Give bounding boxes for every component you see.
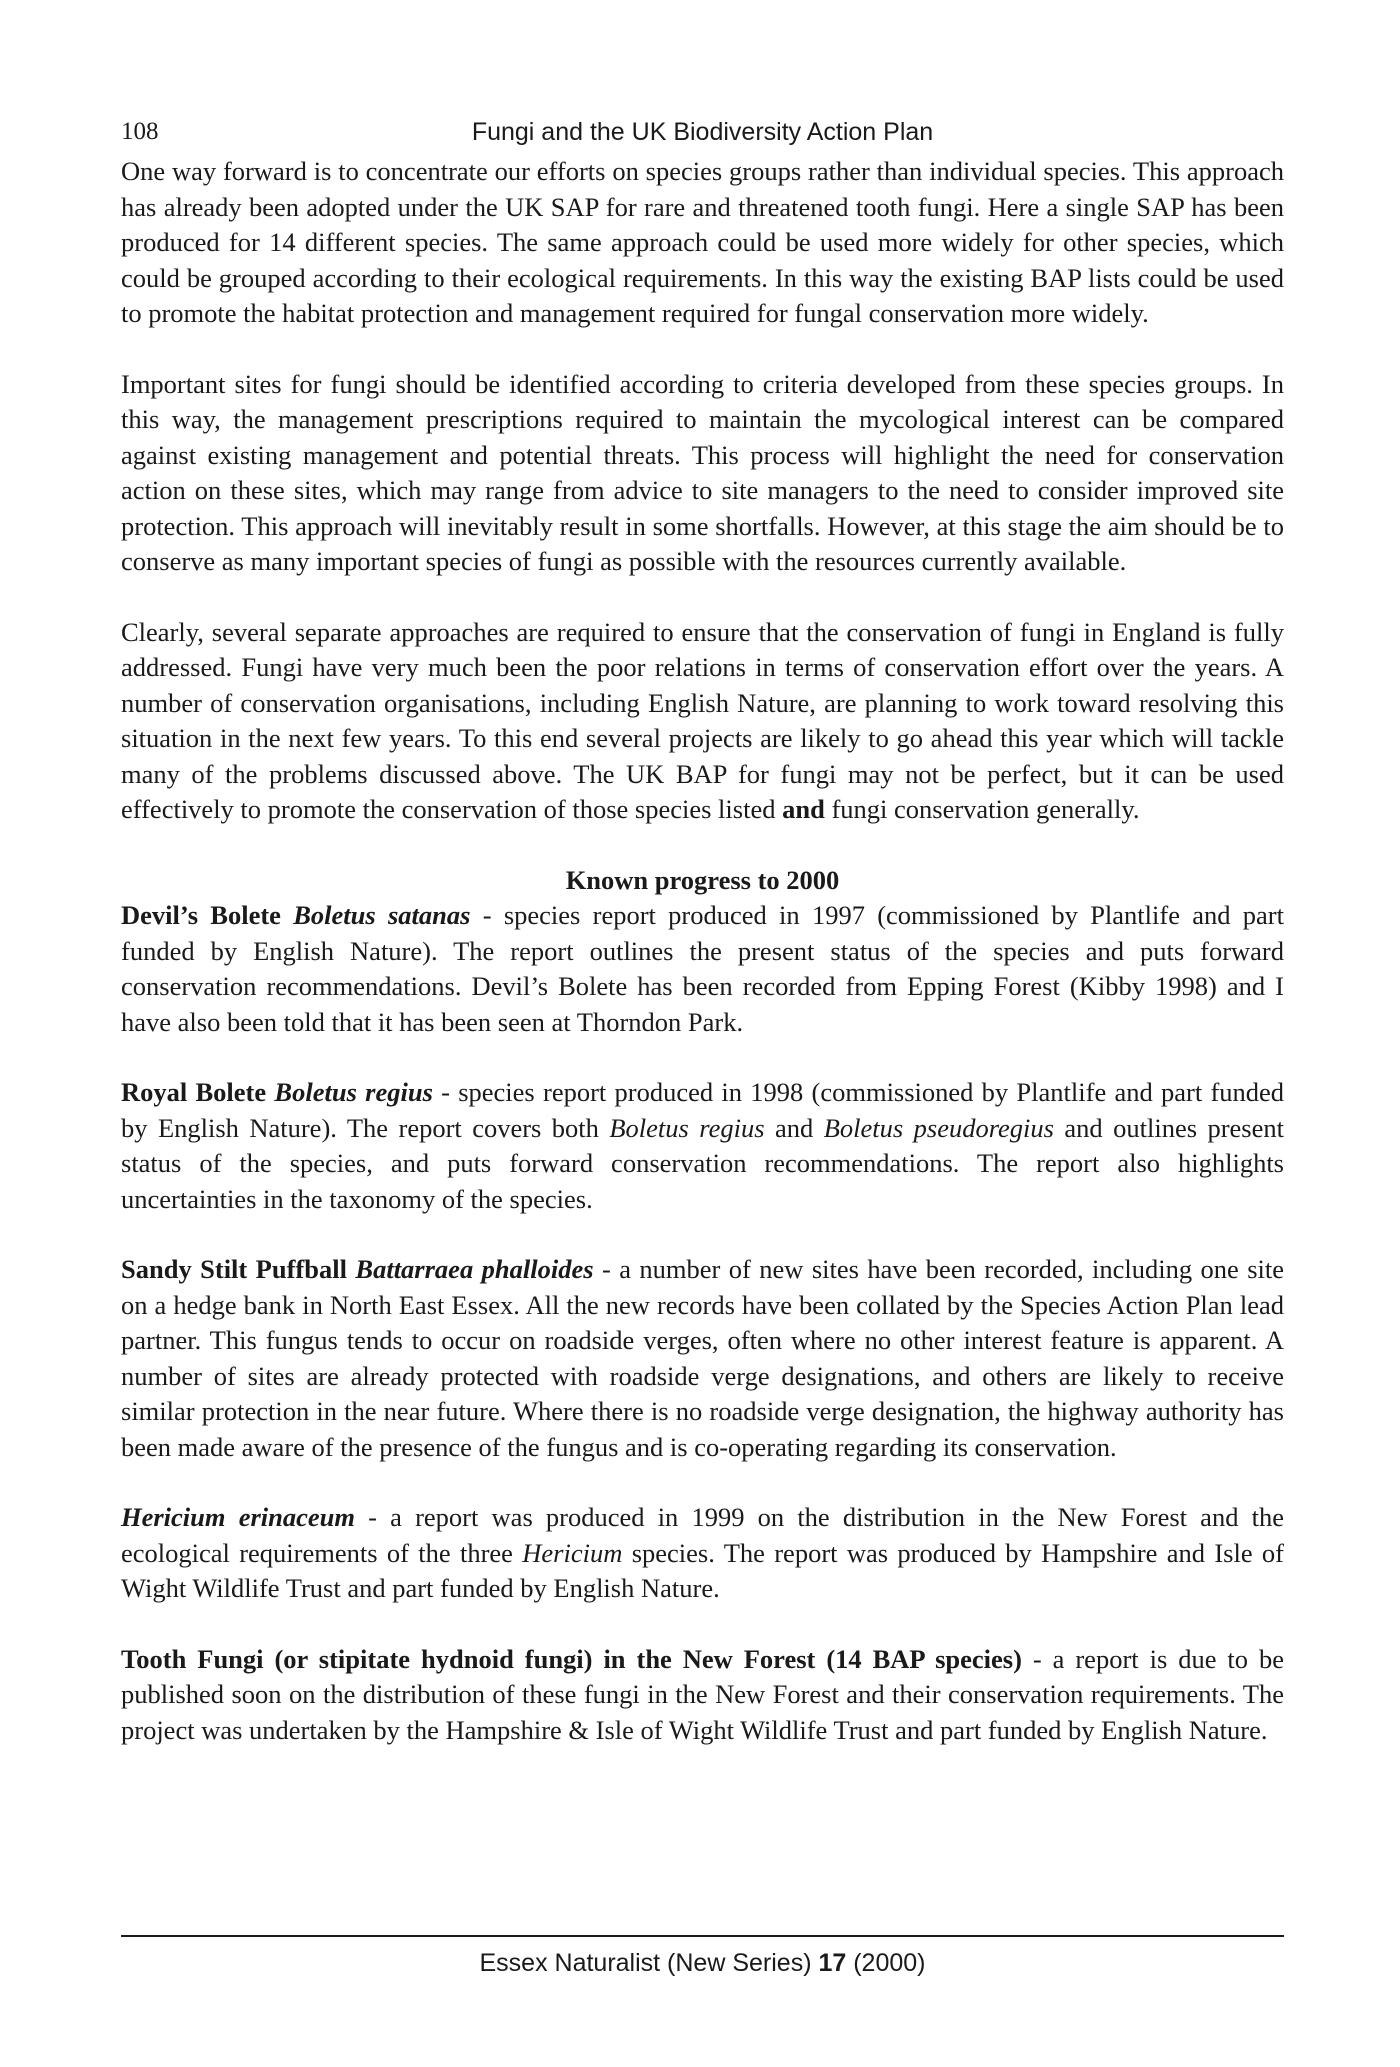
paragraph-species-groups: One way forward is to concentrate our efforts on species groups rather than individual species. This approach has already been adopted under the UK SAP for rare and threatened tooth fungi. Here a single SAP has been produced for 14 different species. The same approach could be used more widely for other species, which could be grouped according to their ecological requirements. In this way the existing BAP lists could be used to promote the habitat protection and management required for fungal conservation more widely. [121, 156, 1284, 328]
entry-text: and outlines present status of the species, and puts forward conservation recommendations. The report also highlights uncertainties in the taxonomy of the species. [121, 1112, 1284, 1214]
species-name: Boletus regius [609, 1112, 765, 1143]
body-text [121, 154, 1284, 1748]
entry-text: - a report is due to be published soon on the distribution of these fungi in the New Forest and their conservation requirements. The project was undertaken by the Hampshire & Isle of Wight Wildlife Trust and part funded by English Nature. [121, 1643, 1284, 1745]
journal-name: Essex Naturalist (New Series) [479, 1949, 819, 1977]
entry-hericium [121, 1500, 1284, 1607]
volume-number: 17 [818, 1949, 847, 1977]
page-number: 108 [121, 118, 159, 145]
entry-latin-name: Boletus satanas [293, 900, 471, 930]
footer-citation [121, 1949, 1284, 1978]
entry-text: - a number of new sites have been recorded, including one site on a hedge bank in North East Essex. All the new records have been collated by the Species Action Plan lead partner. This fungus tends to occur on roadside verges, often where no other interest feature is apparent. A number of sites are already protected with roadside verge designations, and others are likely to receive similar protection in the near future. Where there is no roadside verge designation, the highway authority has been made aware of the presence of the fungus and is co-operating regarding its conservation. [121, 1254, 1284, 1462]
publication-year: (2000) [846, 1949, 926, 1977]
entry-common-name: Devil’s Bolete [121, 900, 281, 930]
paragraph-important-sites: Important sites for fungi should be identified according to criteria developed from these species groups. In this way, the management prescriptions required to maintain the mycological interest can be compared against existing management and potential threats. This process will highlight the need for conservation action on these sites, which may range from advice to site managers to the need to consider improved site protection. This approach will inevitably result in some shortfalls. However, at this stage the aim should be to conserve as many important species of fungi as possible with the resources currently available. [121, 368, 1284, 576]
entry-latin-name: Hericium erinaceum [121, 1502, 355, 1532]
entry-tooth-fungi [121, 1642, 1284, 1749]
entry-text: - species report produced in 1998 (commissioned by Plantlife and part funded by English Nature). The report covers both [121, 1077, 1285, 1143]
entry-latin-name: Boletus regius [274, 1077, 433, 1107]
page-footer [121, 1935, 1284, 1978]
entry-text: - species report produced in 1997 (commissioned by Plantlife and part funded by English Nature). The report outlines the present status of the species and puts forward conservation recommendations. Devil’s Bolete has been recorded from Epping Forest (Kibby 1998) and I have also been told that it has been seen at Thorndon Park. [121, 900, 1284, 1037]
species-name: Hericium [522, 1537, 623, 1568]
footer-divider [121, 1935, 1284, 1937]
entry-text: species. The report was produced by Hampshire and Isle of Wight Wildlife Trust and part funded by English Nature. [121, 1537, 1284, 1603]
entry-sandy-stilt-puffball [121, 1252, 1284, 1465]
entry-text: and [764, 1112, 824, 1143]
entry-common-name: Sandy Stilt Puffball [121, 1254, 347, 1284]
entry-label: Tooth Fungi (or stipitate hydnoid fungi) in the New Forest (14 BAP species) [121, 1643, 1022, 1674]
entry-text: - a report was produced in 1999 on the distribution in the New Forest and the ecological requirements of the three [121, 1502, 1284, 1568]
paragraph-text: Clearly, several separate approaches are required to ensure that the conservation of fungi in England is fully addressed. Fungi have very much been the poor relations in terms of conservation effort over the years. A number of conservation organisations, including English Nature, are planning to work toward resolving this situation in the next few years. To this end several projects are likely to go ahead this year which will tackle many of the problems discussed above. The UK BAP for fungi may not be perfect, but it can be used effectively to promote the conservation of those species listed [121, 616, 1284, 824]
paragraph-approaches [121, 615, 1284, 828]
entry-latin-name: Battarraea phalloides [355, 1254, 594, 1284]
running-title: Fungi and the UK Biodiversity Action Plan [471, 118, 934, 146]
section-heading: Known progress to 2000 [565, 864, 840, 895]
paragraph-text: fungi conservation generally. [824, 794, 1140, 824]
entry-devils-bolete [121, 898, 1284, 1040]
running-header [121, 110, 1284, 154]
entry-royal-bolete [121, 1075, 1284, 1217]
species-name: Boletus pseudoregius [823, 1112, 1054, 1143]
emphasis-text: and [782, 794, 825, 824]
entry-common-name: Royal Bolete [121, 1077, 267, 1107]
document-page [121, 110, 1284, 1783]
